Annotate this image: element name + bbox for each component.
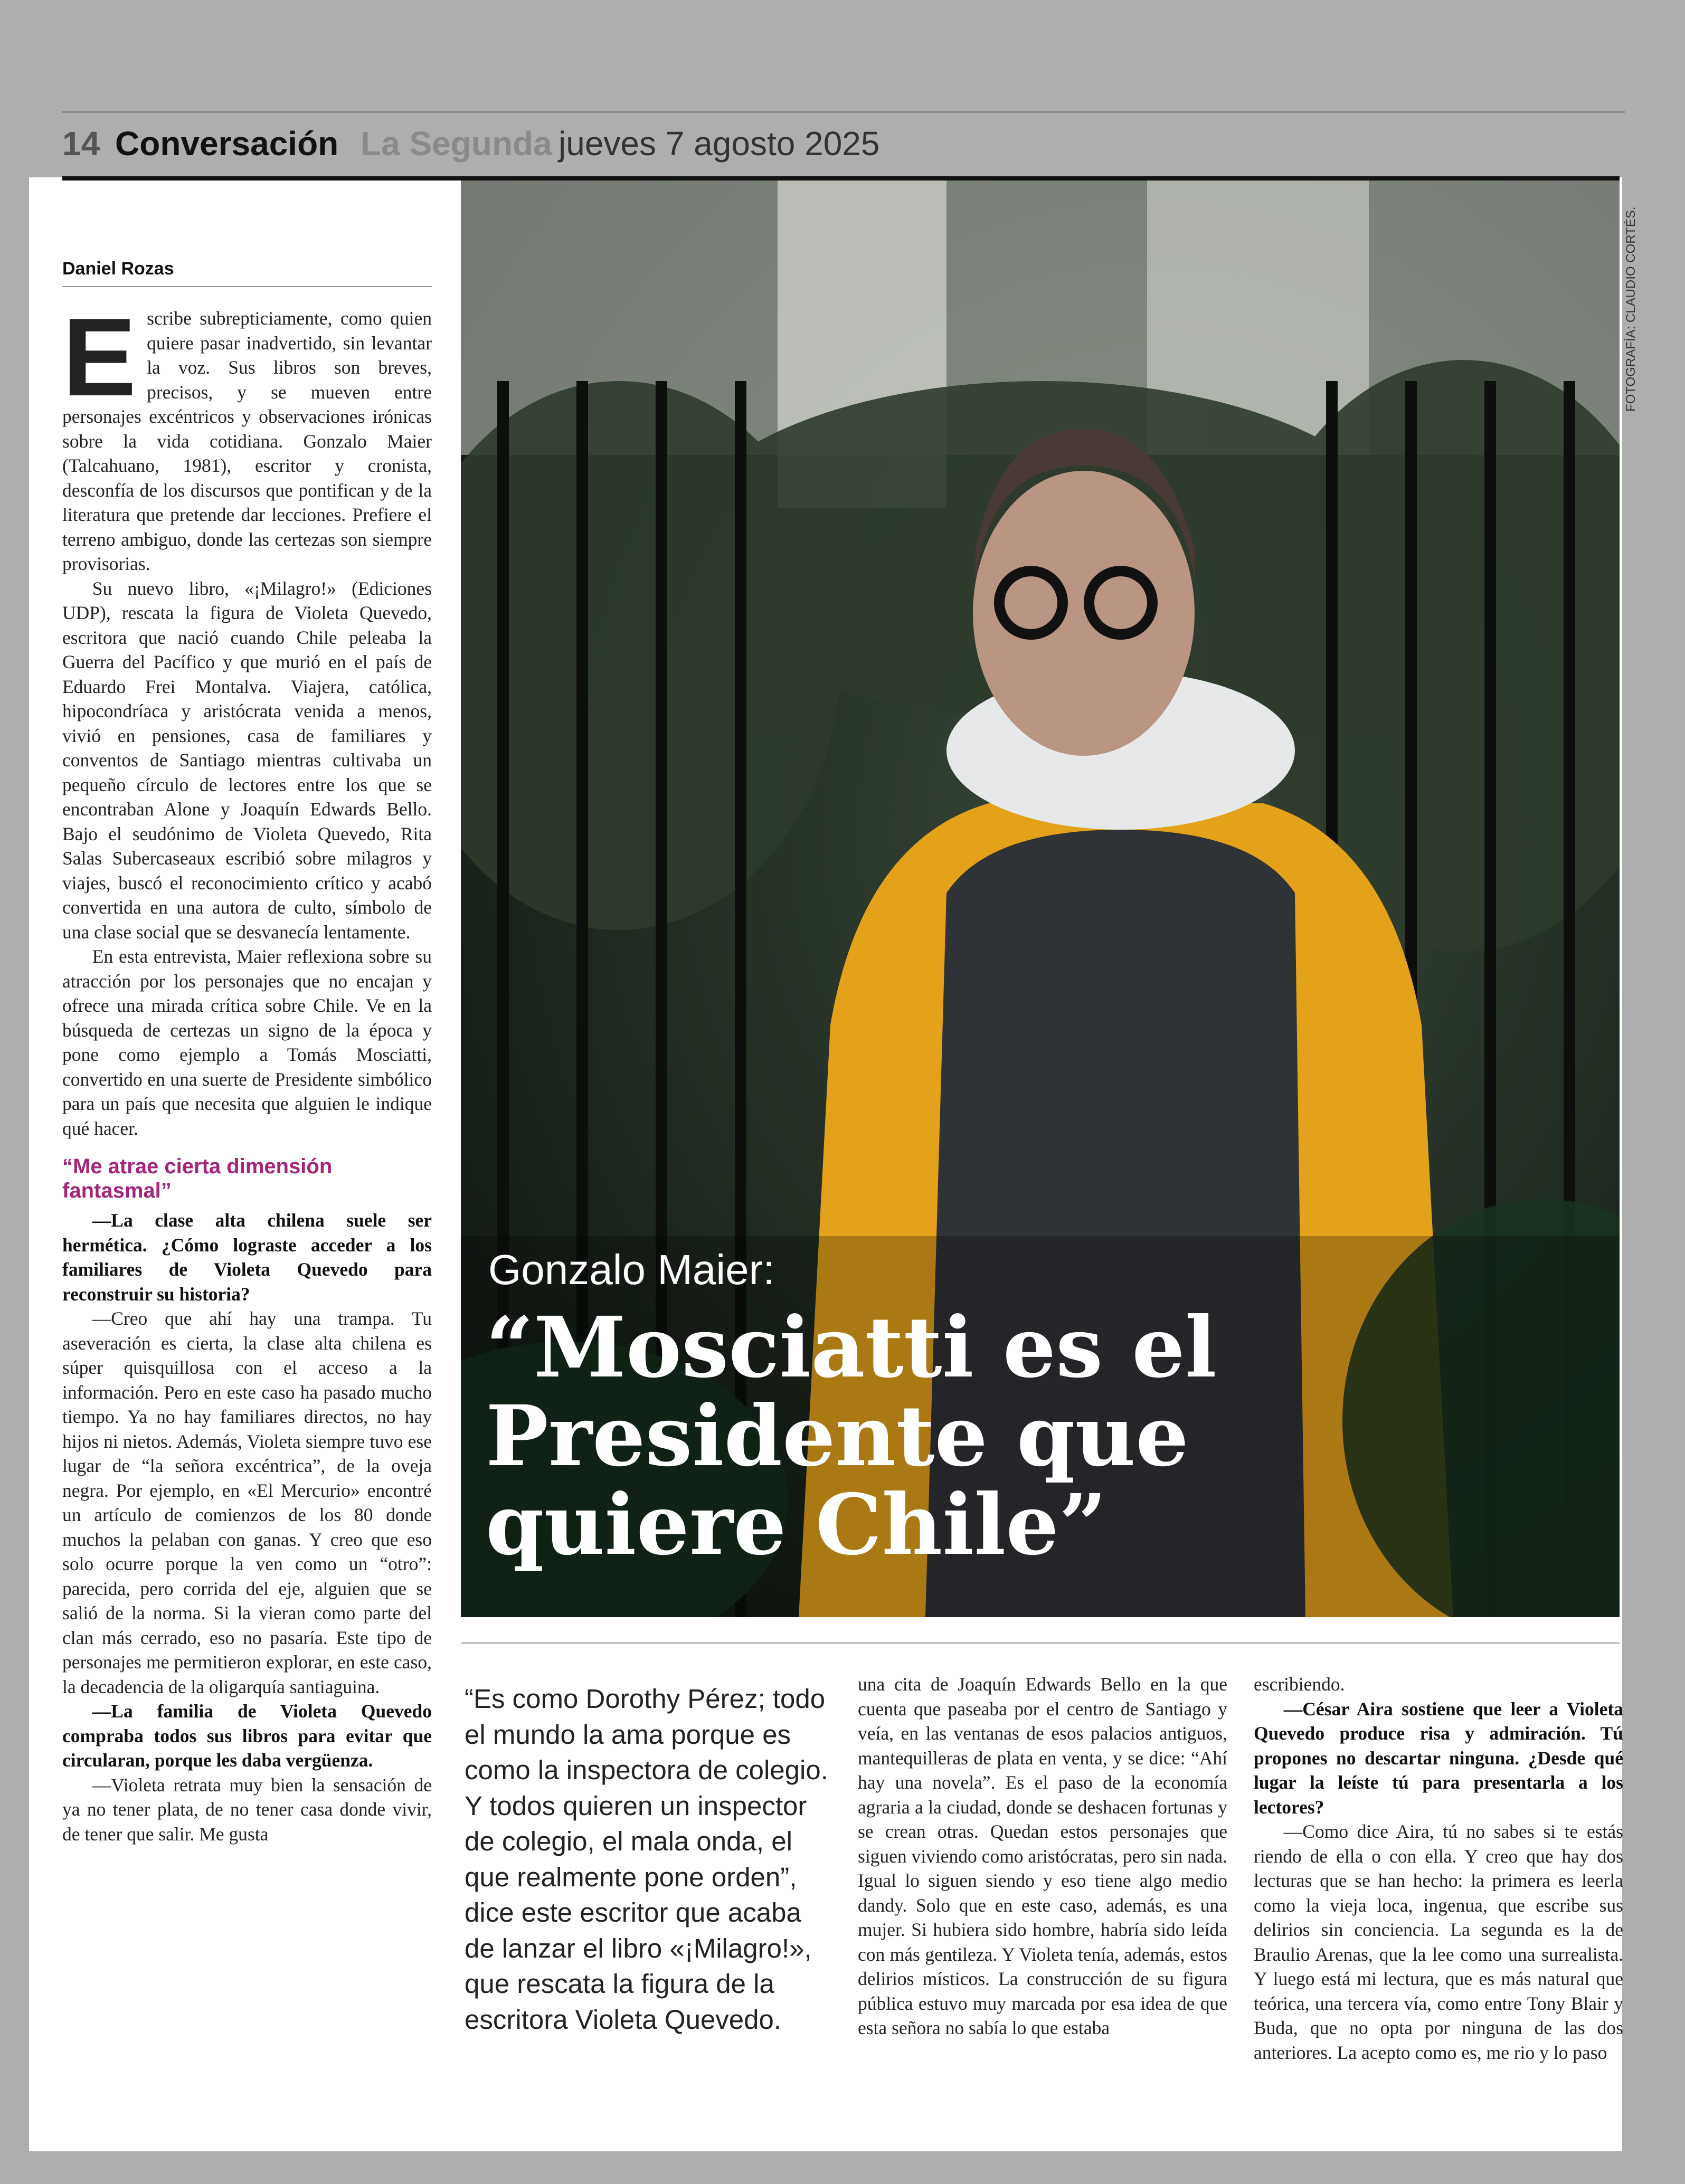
intro-text-1: scribe subrepticiamente, como quien quiere pasar inadvertido, sin levantar la voz. Sus libros son breves, precisos, y se mueven entre personajes excéntricos y observaciones irónicas sobre la vida cotidiana. Gonzalo Maier (Talcahuano, 1981), escritor y cronista, desconfía de los discursos que pontifican y de la literatura que pretende dar lecciones. Prefiere el terreno ambiguo, donde las certezas son siempre provisorias. <box>62 308 432 574</box>
headline-kicker: Gonzalo Maier: <box>488 1246 775 1293</box>
column-3 <box>858 1672 1227 2040</box>
question-1: —La clase alta chilena suele ser hermética. ¿Cómo lograste acceder a los familiares de Violeta Quevedo para reconstruir su historia? <box>62 1210 432 1305</box>
answer-3: —Como dice Aira, tú no sabes si te estás riendo de ella o con ella. Y creo que hay dos lecturas que se han hecho: la primera es leerla como la vieja loca, ingenua, que escribe sus delirios sin conciencia. La segunda es la de Braulio Arenas, que la lee como una surrealista. Y luego está mi lectura, que es más natural que teórica, una tercera vía, como entre Tony Blair y Buda, que no opta por ninguna de las dos anteriores. La acepto como es, me rio y lo paso <box>1254 1821 1623 2063</box>
question-3: —César Aira sostiene que leer a Violeta Quevedo produce risa y admiración. Tú propones no descartar ninguna. ¿Desde qué lugar la leíste tú para presentarla a los lectores? <box>1254 1698 1623 1818</box>
page-number: 14 <box>62 125 100 163</box>
column-4 <box>1254 1672 1623 2065</box>
intro-paragraph-2: Su nuevo libro, «¡Milagro!» (Ediciones UDP), rescata la figura de Violeta Quevedo, escritora que nació cuando Chile peleaba la Guerra del Pacífico y que murió en el país de Eduardo Frei Montalva. Viajera, católica, hipocondríaca y aristócrata venida a menos, vivió en pensiones, casa de familiares y conventos de Santiago mientras cultivaba un pequeño círculo de lectores entre los que se encontraban Alone y Joaquín Edwards Bello. Bajo el seudónimo de Violeta Quevedo, Rita Salas Subercaseaux escribió sobre milagros y viajes, buscó el reconocimiento crítico y acabó convertida en una autora de culto, símbolo de una clase social que se desvanecía lentamente. <box>62 577 432 943</box>
column-1 <box>62 295 432 1846</box>
subheading: “Me atrae cierta dimensión fantasmal” <box>62 1155 333 1202</box>
lower-rule <box>461 1642 1620 1644</box>
intro-paragraph-3: En esta entrevista, Maier reflexiona sobre su atracción por los personajes que no encajan y ofrece una mirada crítica sobre Chile. Ve en la búsqueda de certezas un signo de la época y pone como ejemplo a Tomás Mosciatti, convertido en una suerte de Presidente simbólico para un país que necesita que alguien le indique qué hacer. <box>62 946 432 1139</box>
question-2: —La familia de Violeta Quevedo compraba todos sus libros para evitar que circularan, porque les daba vergüenza. <box>62 1701 432 1771</box>
issue-date: jueves 7 agosto 2025 <box>558 125 880 163</box>
answer-1: —Creo que ahí hay una trampa. Tu aseveración es cierta, la clase alta chilena es súper quisquillosa con el acceso a la información. Pero en este caso ha pasado mucho tiempo. Ya no hay familiares directos, no hay hijos ni nietos. Además, Violeta siempre tuvo ese lugar de “la señora excéntrica”, de la oveja negra. Por ejemplo, en «El Mercurio» encontré un artículo de comienzos de los 80 donde muchos la pelaban con ganas. Y creo que eso solo ocurre porque la ven como un “otro”: parecida, pero corrida del eje, alguien que se salió de la norma. Si la vieran como parte del clan más cerrado, eso no pasaría. Este tipo de personajes me permitieron explorar, en este caso, la decadencia de la oligarquía santiaguina. <box>62 1308 432 1697</box>
publication-name: La Segunda <box>361 125 552 163</box>
header-rule <box>62 176 1620 181</box>
byline: Daniel Rozas <box>62 259 174 279</box>
section-name: Conversación <box>115 125 339 163</box>
answer-2-end: escribiendo. <box>1254 1674 1345 1695</box>
answer-2-continued: una cita de Joaquín Edwards Bello en la que cuenta que paseaba por el centro de Santiago y veía, en las ventanas de esos palacios antiguos, mantequilleras de plata en venta, y se dice: “Ahí hay una novela”. Es el paso de la economía agraria a la ciudad, donde se deshacen fortunas y se crean otras. Quedan estos personajes que siguen viviendo como aristócratas, pero sin nada. Igual lo siguen siendo y eso tiene algo medio dandy. Solo que en este caso, además, es una mujer. Si hubiera sido hombre, habría sido leída con más gentileza. Y Violeta tenía, además, estos delirios místicos. La construcción de su figura pública estuvo muy marcada por esa idea de que esta señora no sabía lo que estaba <box>858 1674 1227 2038</box>
headline: “Mosciatti es el Presidente que quiere Chile” <box>486 1299 1217 1574</box>
intro-paragraph-1 <box>62 295 432 576</box>
answer-2: —Violeta retrata muy bien la sensación de ya no tener plata, de no tener casa donde vivir, de tener que salir. Me gusta <box>62 1774 432 1845</box>
photo-credit: FOTOGRAFÍA: CLAUDIO CORTÉS. <box>1624 206 1638 412</box>
drop-cap: E <box>62 295 137 419</box>
byline-rule <box>62 286 432 287</box>
page-header <box>62 111 1625 179</box>
pull-quote: “Es como Dorothy Pérez; todo el mundo la ama porque es como la inspectora de colegio. Y todos quieren un inspector de colegio, el mala onda, el que realmente pone orden”, dice este escritor que acaba de lanzar el libro «¡Milagro!», que rescata la figura de la escritora Violeta Quevedo. <box>465 1684 828 2035</box>
